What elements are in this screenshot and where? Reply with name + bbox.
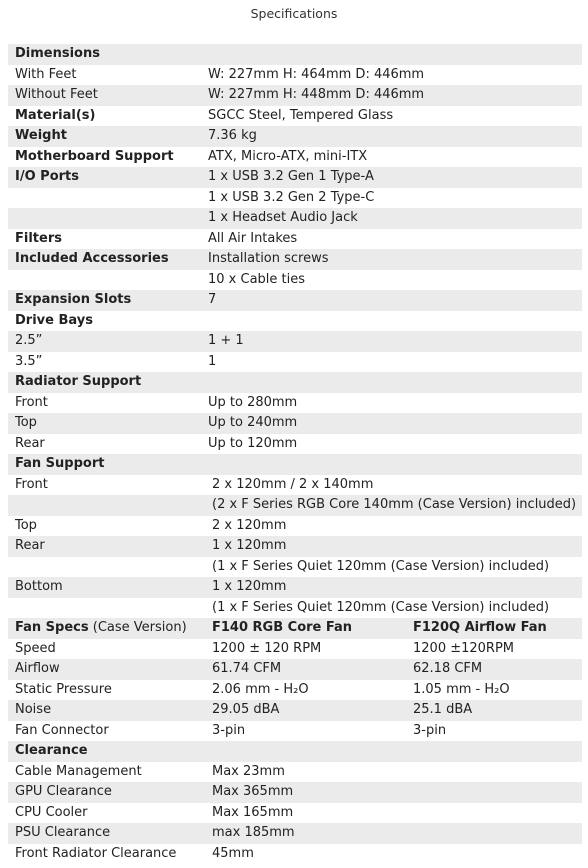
spec-value-secondary: 25.1 dBA <box>413 702 473 717</box>
spec-row <box>8 434 582 455</box>
spec-value: 1 x 120mm <box>212 538 287 553</box>
spec-section-label: Dimensions <box>15 46 100 61</box>
spec-value-secondary: 1200 ±120RPM <box>413 640 515 656</box>
spec-row <box>8 803 582 824</box>
spec-value: 1200 ± 120 RPM <box>212 640 322 656</box>
spec-section-row <box>8 229 582 250</box>
spec-value-secondary: 62.18 CFM <box>413 661 483 676</box>
spec-value: W: 227mm H: 448mm D: 446mm <box>208 87 425 102</box>
spec-value-secondary: F120Q Airflow Fan <box>413 620 547 635</box>
spec-label: Fan Connector <box>15 722 109 738</box>
spec-value: 2 x 120mm <box>212 517 287 533</box>
spec-label: Front <box>15 394 48 410</box>
spec-row <box>8 188 582 209</box>
spec-label: Top <box>15 517 37 533</box>
spec-value: F140 RGB Core Fan <box>212 620 353 635</box>
spec-value: W: 227mm H: 464mm D: 446mm <box>208 66 425 82</box>
spec-section-label: Filters <box>15 230 62 246</box>
spec-value: Up to 240mm <box>208 415 298 430</box>
spec-section-label: Fan Support <box>15 456 105 471</box>
spec-value: Max 365mm <box>212 784 294 799</box>
spec-value-secondary: 3-pin <box>413 722 447 738</box>
spec-value: ATX, Micro-ATX, mini-ITX <box>208 148 368 164</box>
spec-section-label: Included Accessories <box>15 251 169 266</box>
spec-label: Static Pressure <box>15 681 112 697</box>
spec-row <box>8 577 582 598</box>
spec-value: 10 x Cable ties <box>208 271 306 287</box>
spec-label: Rear <box>15 538 45 553</box>
spec-row <box>8 475 582 496</box>
spec-label: CPU Cooler <box>15 804 88 820</box>
spec-value: Up to 120mm <box>208 435 298 451</box>
spec-row <box>8 393 582 414</box>
spec-section-label: Weight <box>15 128 67 143</box>
spec-section-row <box>8 290 582 311</box>
spec-row <box>8 659 582 680</box>
spec-value: SGCC Steel, Tempered Glass <box>208 107 394 123</box>
spec-row <box>8 557 582 578</box>
spec-value: Installation screws <box>208 251 329 266</box>
spec-value: 3-pin <box>212 722 246 738</box>
spec-row <box>8 639 582 660</box>
spec-label: Without Feet <box>15 87 98 102</box>
spec-section-row <box>8 741 582 762</box>
spec-row <box>8 844 582 865</box>
spec-label: Top <box>15 415 37 430</box>
spec-row <box>8 413 582 434</box>
spec-value: 7 <box>208 292 217 307</box>
spec-section-label: Fan Specs (Case Version) <box>15 620 187 635</box>
spec-label: Bottom <box>15 579 63 594</box>
spec-row <box>8 536 582 557</box>
spec-row <box>8 516 582 537</box>
spec-label: Airflow <box>15 661 60 676</box>
spec-value: 29.05 dBA <box>212 702 280 717</box>
spec-value: 7.36 kg <box>208 128 257 143</box>
spec-label: 2.5” <box>15 333 43 348</box>
spec-row <box>8 270 582 291</box>
spec-row <box>8 352 582 373</box>
spec-value: 2 x 120mm / 2 x 140mm <box>212 476 374 492</box>
spec-label: Rear <box>15 435 45 451</box>
spec-section-row <box>8 372 582 393</box>
spec-section-label: Motherboard Support <box>15 148 174 164</box>
spec-row <box>8 208 582 229</box>
spec-row <box>8 680 582 701</box>
spec-row <box>8 700 582 721</box>
spec-section-row <box>8 44 582 65</box>
spec-row <box>8 721 582 742</box>
spec-label-suffix: (Case Version) <box>88 620 187 635</box>
spec-value: 1 + 1 <box>208 333 244 348</box>
spec-label: With Feet <box>15 66 77 82</box>
spec-row <box>8 823 582 844</box>
spec-value: max 185mm <box>212 825 295 840</box>
spec-section-label: Expansion Slots <box>15 292 132 307</box>
spec-value: 61.74 CFM <box>212 661 282 676</box>
spec-section-row <box>8 167 582 188</box>
spec-section-label: Drive Bays <box>15 312 93 328</box>
spec-value: 45mm <box>212 845 254 861</box>
spec-value: (1 x F Series Quiet 120mm (Case Version) included) <box>212 558 550 574</box>
spec-section-label: Clearance <box>15 743 88 758</box>
spec-label: 3.5” <box>15 353 43 369</box>
spec-row <box>8 598 582 619</box>
spec-row <box>8 331 582 352</box>
spec-label: Noise <box>15 702 52 717</box>
spec-value: 2.06 mm - H₂O <box>212 681 309 697</box>
spec-section-row <box>8 618 582 639</box>
spec-row <box>8 85 582 106</box>
spec-value: 1 x 120mm <box>212 579 287 594</box>
spec-section-row <box>8 126 582 147</box>
spec-value-secondary: 1.05 mm - H₂O <box>413 681 510 697</box>
spec-value: All Air Intakes <box>208 230 298 246</box>
spec-row <box>8 762 582 783</box>
spec-section-row <box>8 147 582 168</box>
spec-value: (2 x F Series RGB Core 140mm (Case Version) included) <box>212 497 577 512</box>
spec-value: Up to 280mm <box>208 394 298 410</box>
spec-value: 1 x USB 3.2 Gen 1 Type-A <box>208 169 374 184</box>
spec-label: GPU Clearance <box>15 784 112 799</box>
spec-row <box>8 782 582 803</box>
spec-label: Speed <box>15 640 56 656</box>
spec-section-label: I/O Ports <box>15 169 79 184</box>
spec-value: (1 x F Series Quiet 120mm (Case Version) included) <box>212 599 550 615</box>
spec-label: Cable Management <box>15 763 142 779</box>
spec-value: 1 x Headset Audio Jack <box>208 210 358 225</box>
spec-value: 1 <box>208 353 217 369</box>
spec-row <box>8 495 582 516</box>
specifications-table <box>8 44 582 864</box>
spec-value: Max 165mm <box>212 804 294 820</box>
spec-row <box>8 65 582 86</box>
spec-section-row <box>8 249 582 270</box>
page-title: Specifications <box>250 6 338 21</box>
spec-label: Front <box>15 476 48 492</box>
spec-section-label: Radiator Support <box>15 374 142 389</box>
spec-section-row <box>8 106 582 127</box>
spec-section-label: Material(s) <box>15 107 96 123</box>
spec-section-row <box>8 454 582 475</box>
spec-label: Front Radiator Clearance <box>15 845 177 861</box>
spec-value: Max 23mm <box>212 763 285 779</box>
spec-value: 1 x USB 3.2 Gen 2 Type-C <box>208 189 375 205</box>
spec-section-row <box>8 311 582 332</box>
spec-label: PSU Clearance <box>15 825 111 840</box>
